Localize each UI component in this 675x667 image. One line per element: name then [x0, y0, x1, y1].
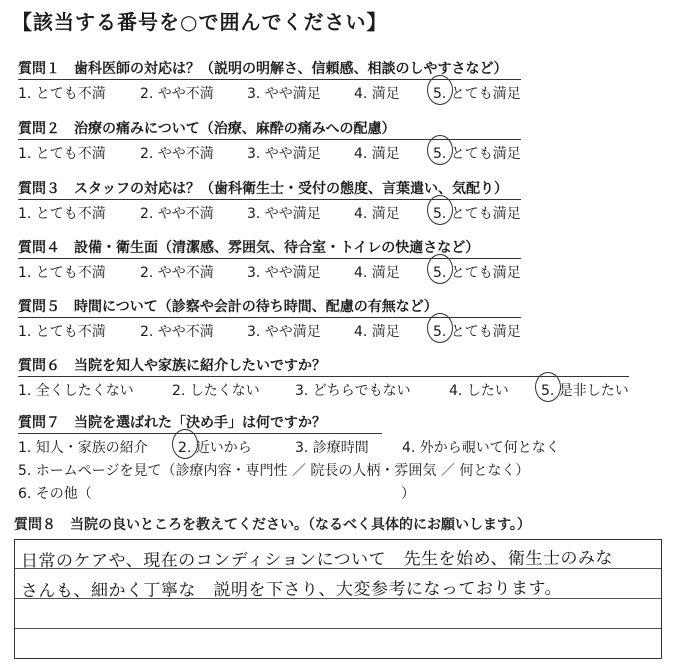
option-3[interactable]: 3. やや満足: [247, 265, 321, 281]
option-2[interactable]: 2. したくない: [172, 383, 260, 399]
option-2[interactable]: 2. やや不満: [140, 86, 214, 102]
option-row: [18, 203, 521, 223]
option-label: 2. 近いから: [178, 440, 252, 456]
option-label: 5. とても満足: [433, 324, 521, 340]
question-7: [18, 412, 560, 503]
question-text: 歯科医師の対応は？（説明の明解さ、信頼感、相談のしやすさなど）: [74, 61, 508, 77]
selection-circle: [427, 75, 453, 105]
option-2[interactable]: 2. やや不満: [140, 146, 214, 162]
selection-circle: [427, 313, 453, 343]
option-1[interactable]: 1. とても不満: [18, 206, 106, 222]
question-number: 質問７: [18, 415, 60, 431]
question-number: 質問３: [18, 181, 60, 197]
option-3[interactable]: 3. 診療時間: [295, 440, 369, 456]
option-row: [18, 262, 521, 282]
question-5: [18, 296, 521, 341]
option-4[interactable]: 4. 満足: [354, 265, 400, 281]
option-row-3: [18, 483, 560, 503]
option-1[interactable]: 1. 知人・家族の紹介: [18, 440, 148, 456]
question-title: [18, 355, 629, 377]
page-header: 【該当する番号を○で囲んでください】: [12, 10, 388, 34]
option-4[interactable]: 4. 満足: [354, 146, 400, 162]
question-number: 質問６: [18, 358, 60, 374]
option-label: 5. とても満足: [433, 265, 521, 281]
option-4[interactable]: 4. 満足: [354, 324, 400, 340]
option-label: 5. 是非したい: [541, 383, 629, 399]
option-4[interactable]: 4. 外から覗いて何となく: [402, 440, 560, 456]
selection-circle: [427, 195, 453, 225]
option-1[interactable]: 1. 全くしたくない: [18, 383, 134, 399]
option-label: 5. とても満足: [433, 146, 521, 162]
option-2[interactable]: 2. やや不満: [140, 324, 214, 340]
question-number: 質問１: [18, 61, 60, 77]
question-title: [18, 412, 382, 434]
option-6-close: ）: [401, 486, 415, 502]
question-number: 質問８: [14, 517, 56, 533]
option-3[interactable]: 3. やや満足: [247, 86, 321, 102]
option-2[interactable]: 2. やや不満: [140, 265, 214, 281]
selection-circle: [427, 135, 453, 165]
question-text: 設備・衛生面（清潔感、雰囲気、待合室・トイレの快適さなど）: [74, 240, 480, 256]
option-label: 5. とても満足: [433, 206, 521, 222]
question-number: 質問５: [18, 299, 60, 315]
option-5[interactable]: [433, 83, 521, 103]
question-number: 質問２: [18, 121, 60, 137]
question-6: [18, 355, 629, 400]
option-1[interactable]: 1. とても不満: [18, 265, 106, 281]
option-3[interactable]: 3. どちらでもない: [295, 383, 411, 399]
handwritten-answer-line: さんも、細かく丁寧な 説明を下さり、大変参考になっております。: [20, 578, 563, 602]
option-3[interactable]: 3. やや満足: [247, 146, 321, 162]
question-3: [18, 178, 521, 223]
question-2: [18, 118, 521, 163]
option-row: [18, 83, 521, 103]
option-5[interactable]: [433, 143, 521, 163]
option-2[interactable]: [178, 437, 295, 457]
option-row: [18, 380, 629, 400]
answer-box[interactable]: [14, 539, 662, 659]
option-4[interactable]: 4. 満足: [354, 206, 400, 222]
question-text: 治療の痛みについて（治療、麻酔の痛みへの配慮）: [74, 121, 396, 137]
option-row-1: [18, 437, 560, 457]
option-label: 5. とても満足: [433, 86, 521, 102]
handwritten-answer-line: 日常のケアや、現在のコンディションについて 先生を始め、衛生士のみな: [20, 548, 614, 572]
question-text: 当院を選ばれた「決め手」は何ですか？: [74, 415, 326, 431]
question-text: 当院の良いところを教えてください。（なるべく具体的にお願いします。）: [70, 517, 531, 533]
option-1[interactable]: 1. とても不満: [18, 146, 106, 162]
option-5[interactable]: [433, 321, 521, 341]
question-number: 質問４: [18, 240, 60, 256]
option-row: [18, 143, 521, 163]
selection-circle: [535, 372, 561, 402]
question-text: 時間について（診察や会計の待ち時間、配慮の有無など）: [74, 299, 438, 315]
option-3[interactable]: 3. やや満足: [247, 206, 321, 222]
option-1[interactable]: 1. とても不満: [18, 324, 106, 340]
question-8: [14, 514, 662, 659]
option-4[interactable]: 4. 満足: [354, 86, 400, 102]
option-row-2: [18, 460, 560, 480]
question-text: スタッフの対応は？（歯科衛生士・受付の態度、言葉遣い、気配り）: [74, 181, 508, 197]
selection-circle: [427, 254, 453, 284]
option-1[interactable]: 1. とても不満: [18, 86, 106, 102]
option-4[interactable]: 4. したい: [449, 383, 509, 399]
question-1: [18, 58, 521, 103]
question-4: [18, 237, 521, 282]
question-title: [14, 514, 662, 534]
option-2[interactable]: 2. やや不満: [140, 206, 214, 222]
option-5[interactable]: [433, 203, 521, 223]
option-5[interactable]: [433, 262, 521, 282]
ruled-line: [15, 628, 661, 629]
question-text: 当院を知人や家族に紹介したいですか？: [74, 358, 326, 374]
selection-circle: [172, 429, 198, 459]
option-5[interactable]: [541, 380, 629, 400]
option-3[interactable]: 3. やや満足: [247, 324, 321, 340]
option-5[interactable]: 5. ホームページを見て（診療内容・専門性 ／ 院長の人柄・雰囲気 ／ 何となく）: [18, 463, 530, 479]
option-row: [18, 321, 521, 341]
option-6[interactable]: 6. その他（: [18, 486, 92, 502]
